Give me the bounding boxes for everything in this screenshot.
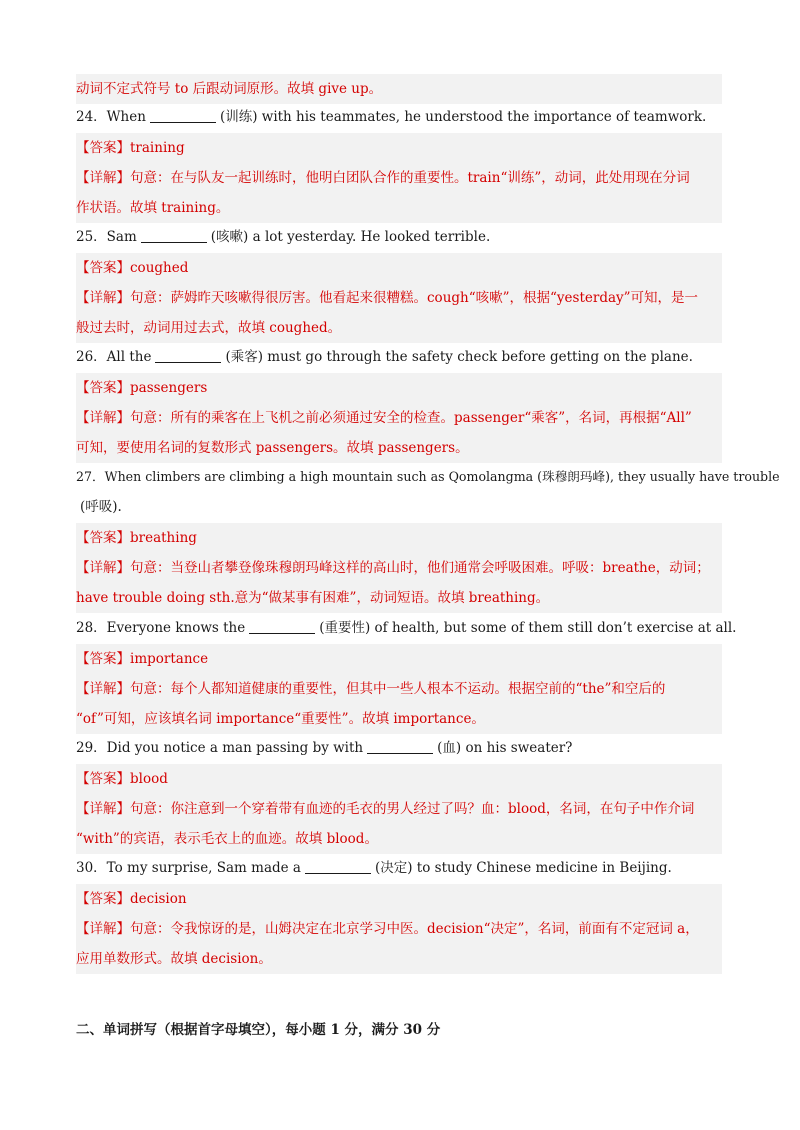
answer-blank (249, 619, 315, 634)
previous-explanation-text: 动词不定式符号 to 后跟动词原形。故填 give up。 (76, 81, 383, 97)
detail-line: 可知，要使用名词的复数形式 passengers。故填 passengers。 (76, 440, 469, 456)
answer-text: 【答案】blood (76, 771, 168, 787)
answer-text: 【答案】breathing (76, 530, 197, 546)
question-text: 27．When climbers are climbing a high mountain such as Qomolangma (珠穆朗玛峰), they usually have trouble (76, 469, 780, 484)
question-29 (76, 733, 722, 763)
detail-line: 【详解】句意：当登山者攀登像珠穆朗玛峰这样的高山时，他们通常会呼吸困难。呼吸：breathe，动词； (76, 560, 710, 576)
question-27 (76, 462, 780, 522)
answer-text: 【答案】coughed (76, 260, 189, 276)
question-text: 25．Sam (咳嗽) a lot yesterday. He looked terrible. (76, 229, 491, 245)
answer-block-29 (76, 764, 722, 854)
detail-line: “with”的宾语，表示毛衣上的血迹。故填 blood。 (76, 831, 378, 847)
detail-line: 【详解】句意：在与队友一起训练时，他明白团队合作的重要性。train“训练”，动词，此处用现在分词 (76, 170, 690, 186)
answer-text: 【答案】passengers (76, 380, 208, 396)
detail-line: have trouble doing sth.意为“做某事有困难”，动词短语。故填 breathing。 (76, 590, 550, 606)
answer-block-24 (76, 133, 722, 223)
detail-line: 般过去时，动词用过去式，故填 coughed。 (76, 320, 342, 336)
answer-text: 【答案】importance (76, 651, 209, 667)
answer-blank (367, 739, 433, 754)
detail-line: 【详解】句意：所有的乘客在上飞机之前必须通过安全的检查。passenger“乘客”，名词，再根据“All” (76, 410, 692, 426)
detail-line: 作状语。故填 training。 (76, 200, 230, 216)
answer-block-28 (76, 644, 722, 734)
question-text: 26．All the (乘客) must go through the safety check before getting on the plane. (76, 349, 693, 365)
question-text: 29．Did you notice a man passing by with (血) on his sweater? (76, 740, 573, 756)
question-30 (76, 853, 722, 883)
question-text-continued: (呼吸). (80, 499, 122, 515)
answer-block-25 (76, 253, 722, 343)
answer-text: 【答案】decision (76, 891, 187, 907)
question-28 (76, 613, 737, 643)
answer-block-26 (76, 373, 722, 463)
previous-explanation-block (76, 74, 722, 104)
section-title: 二、单词拼写（根据首字母填空），每小题 1 分，满分 30 分 (76, 1022, 441, 1038)
detail-line: 【详解】句意：你注意到一个穿着带有血迹的毛衣的男人经过了吗？血：blood，名词，在句子中作介词 (76, 801, 695, 817)
answer-blank (150, 108, 216, 123)
detail-line: 【详解】句意：每个人都知道健康的重要性，但其中一些人根本不运动。根据空前的“the”和空后的 (76, 681, 666, 697)
detail-line: “of”可知，应该填名词 importance“重要性”。故填 importance。 (76, 711, 485, 727)
answer-blank (155, 348, 221, 363)
question-text: 28．Everyone knows the (重要性) of health, but some of them still don’t exercise at all. (76, 620, 737, 636)
detail-line: 应用单数形式。故填 decision。 (76, 951, 272, 967)
detail-line: 【详解】句意：令我惊讶的是，山姆决定在北京学习中医。decision“决定”，名词，前面有不定冠词 a， (76, 921, 699, 937)
answer-blank (141, 228, 207, 243)
question-text: 24．When (训练) with his teammates, he understood the importance of teamwork. (76, 109, 707, 125)
question-24 (76, 102, 722, 132)
answer-block-27 (76, 523, 722, 613)
detail-line: 【详解】句意：萨姆昨天咳嗽得很厉害。他看起来很糟糕。cough“咳嗽”，根据“yesterday”可知，是一 (76, 290, 699, 306)
question-25 (76, 222, 722, 252)
answer-block-30 (76, 884, 722, 974)
answer-text: 【答案】training (76, 140, 185, 156)
question-26 (76, 342, 722, 372)
answer-blank (305, 859, 371, 874)
question-text: 30．To my surprise, Sam made a (决定) to study Chinese medicine in Beijing. (76, 860, 672, 876)
